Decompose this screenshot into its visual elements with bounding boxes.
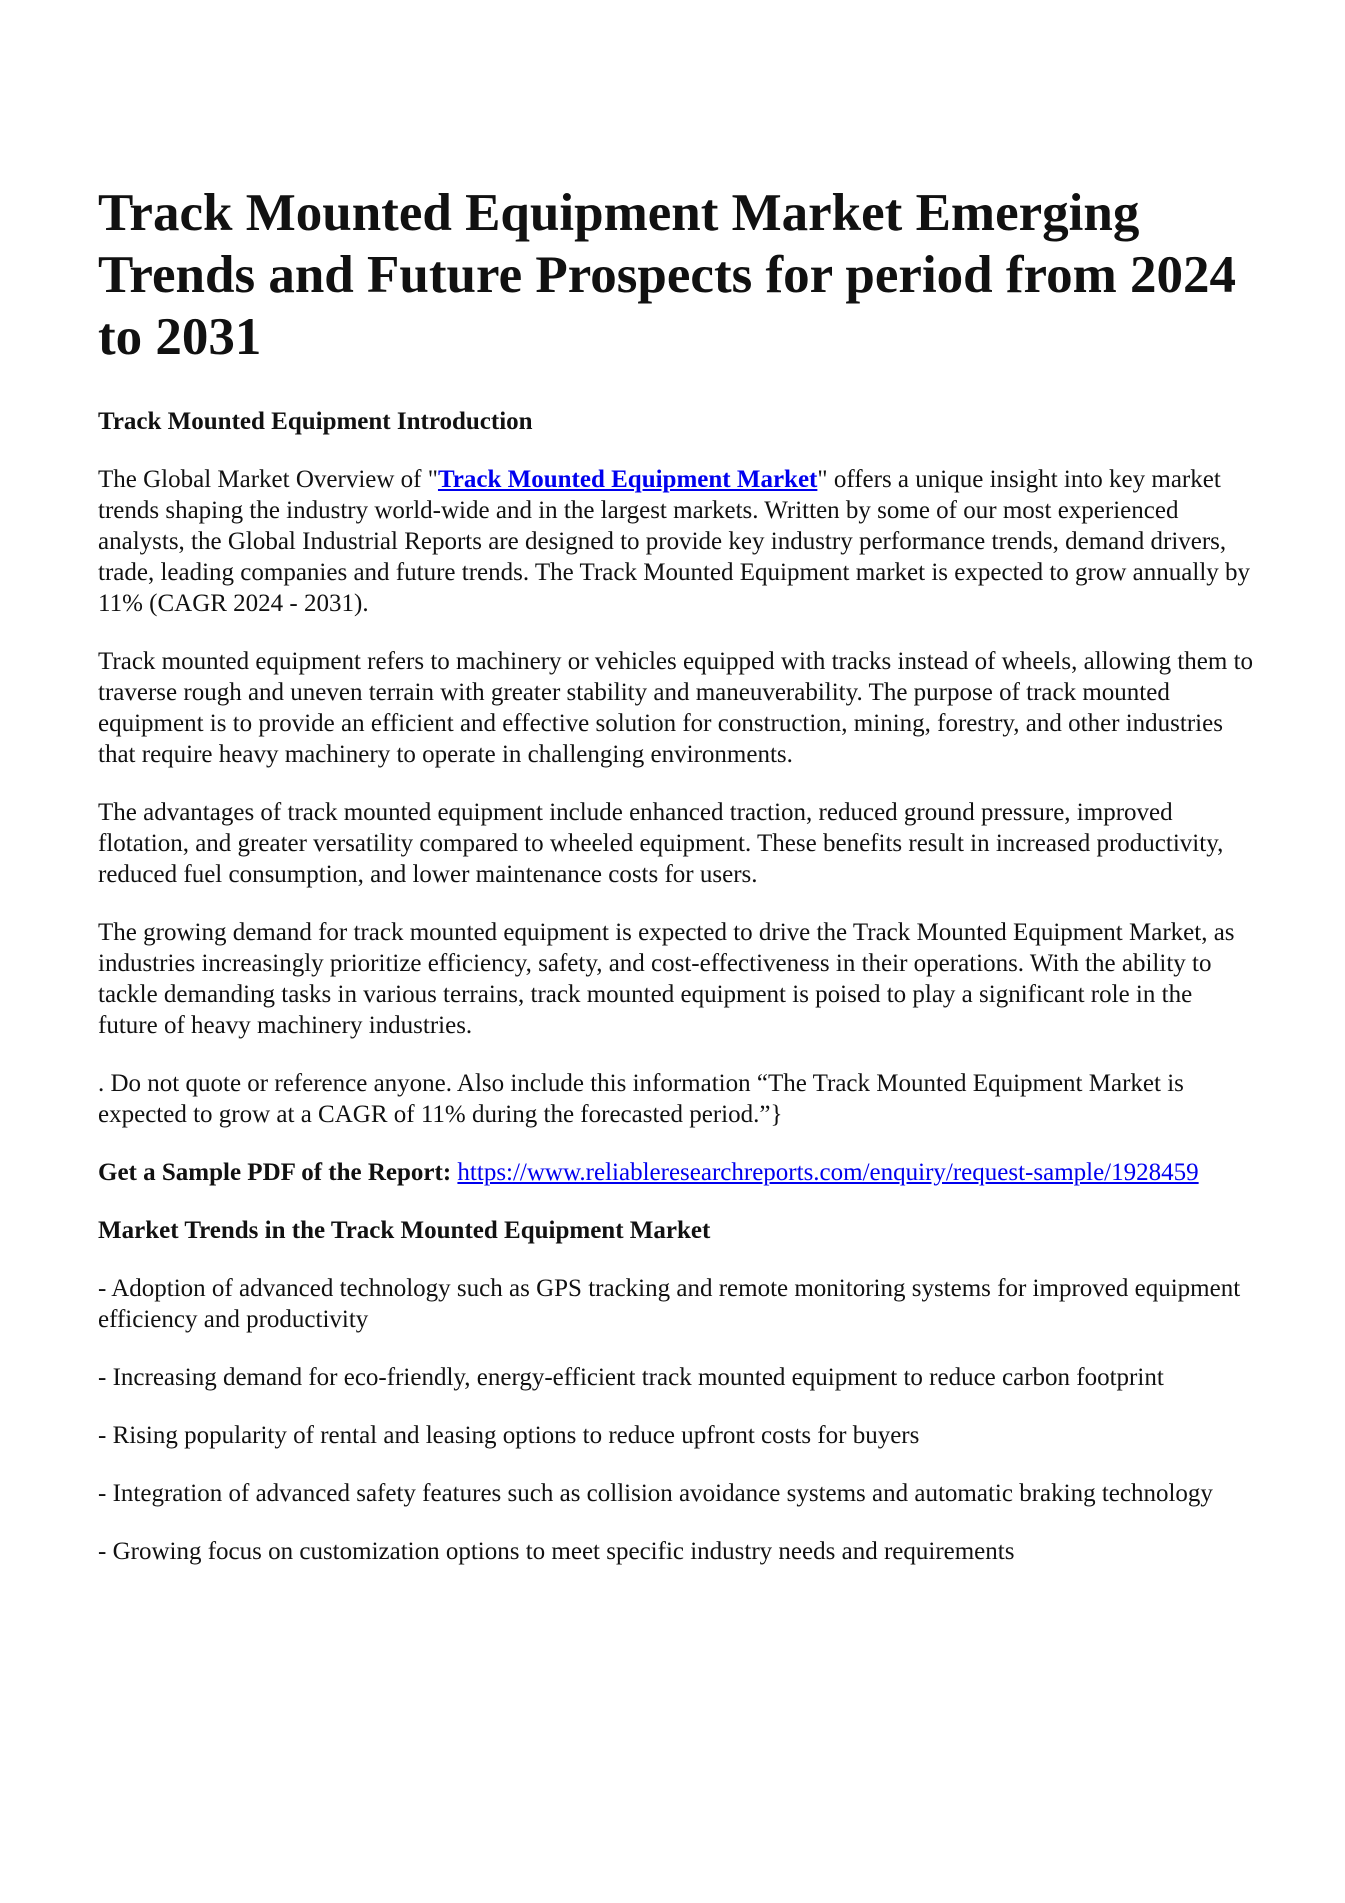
- trends-heading: Market Trends in the Track Mounted Equipment Market: [98, 1217, 711, 1244]
- trend-item: - Adoption of advanced technology such as GPS tracking and remote monitoring systems for improved equipment efficiency and productivity: [98, 1275, 1241, 1333]
- document-page: [98, 182, 1258, 1594]
- trend-item: - Increasing demand for eco-friendly, energy-efficient track mounted equipment to reduce carbon footprint: [98, 1364, 1164, 1391]
- intro-p1-prefix: The Global Market Overview of ": [98, 466, 438, 493]
- intro-heading: Track Mounted Equipment Introduction: [98, 408, 533, 435]
- sample-pdf-line: [98, 1157, 1258, 1188]
- page-title: Track Mounted Equipment Market Emerging Trends and Future Prospects for period from 2024 to 2031: [98, 184, 1237, 366]
- trend-item: - Rising popularity of rental and leasing options to reduce upfront costs for buyers: [98, 1422, 920, 1449]
- trend-item: - Integration of advanced safety features such as collision avoidance systems and automatic braking technology: [98, 1480, 1213, 1507]
- intro-paragraph-4: The growing demand for track mounted equipment is expected to drive the Track Mounted Equipment Market, as industries increasingly prioritize efficiency, safety, and cost-effectiveness in their operations. With the ability to tackle demanding tasks in various terrains, track mounted equipment is poised to play a significant role in the future of heavy machinery industries.: [98, 919, 1235, 1039]
- market-report-link[interactable]: Track Mounted Equipment Market: [437, 466, 818, 493]
- sample-pdf-link[interactable]: https://www.reliableresearchreports.com/enquiry/request-sample/1928459: [457, 1159, 1199, 1186]
- intro-p1-suffix: " offers a unique insight into key market trends shaping the industry world-wide and in the largest markets. Written by some of our most experienced analysts, the Global Industrial Reports are designed to provide key industry performance trends, demand drivers, trade, leading companies and future trends. The Track Mounted Equipment market is expected to grow annually by 11% (CAGR 2024 - 2031).: [98, 466, 1251, 617]
- intro-paragraph-3: The advantages of track mounted equipment include enhanced traction, reduced ground pressure, improved flotation, and greater versatility compared to wheeled equipment. These benefits result in increased productivity, reduced fuel consumption, and lower maintenance costs for users.: [98, 799, 1224, 888]
- trend-item: - Growing focus on customization options to meet specific industry needs and requirements: [98, 1538, 1015, 1565]
- intro-paragraph-1: [98, 464, 1258, 619]
- intro-paragraph-2: Track mounted equipment refers to machinery or vehicles equipped with tracks instead of wheels, allowing them to traverse rough and uneven terrain with greater stability and maneuverability. The purpose of track mounted equipment is to provide an efficient and effective solution for construction, mining, forestry, and other industries that require heavy machinery to operate in challenging environments.: [98, 648, 1254, 768]
- intro-paragraph-5: . Do not quote or reference anyone. Also include this information “The Track Mounted Equipment Market is expected to grow at a CAGR of 11% during the forecasted period.”}: [98, 1070, 1184, 1128]
- sample-pdf-label: Get a Sample PDF of the Report:: [98, 1159, 452, 1186]
